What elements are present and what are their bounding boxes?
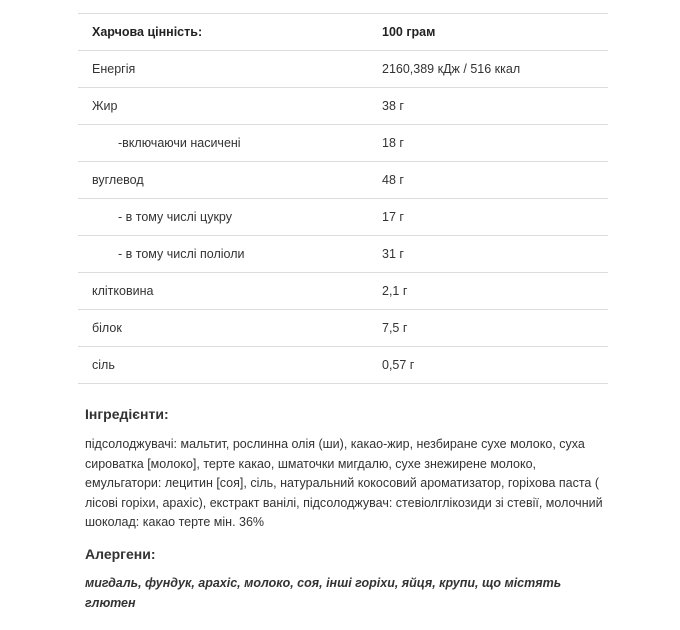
nutrition-label: білок [78,310,368,347]
nutrition-label: -включаючи насичені [78,125,368,162]
nutrition-table [78,13,608,384]
allergens-title: Алергени: [85,546,156,562]
nutrition-value: 48 г [368,162,608,199]
nutrition-label: - в тому числі поліоли [78,236,368,273]
nutrition-label: клітковина [78,273,368,310]
nutrition-row-saturated [78,125,608,162]
nutrition-value: 7,5 г [368,310,608,347]
nutrition-value: 2160,389 кДж / 516 ккал [368,51,608,88]
nutrition-row-polyols [78,236,608,273]
nutrition-value: 18 г [368,125,608,162]
allergens-text: мигдаль, фундук, арахіс, молоко, соя, інші горіхи, яйця, крупи, що містять глютен [85,576,562,610]
nutrition-value: 38 г [368,88,608,125]
nutrition-value: 31 г [368,236,608,273]
ingredients-title: Інгредієнти: [85,406,169,422]
nutrition-header-row [78,14,608,51]
nutrition-row-sugar [78,199,608,236]
nutrition-header-label: Харчова цінність: [78,14,368,51]
nutrition-row-salt [78,347,608,384]
nutrition-label: - в тому числі цукру [78,199,368,236]
nutrition-header-value: 100 грам [368,14,608,51]
ingredients-text: підсолоджувачі: мальтит, рослинна олія (ши), какао-жир, незбиране сухе молоко, суха сироватка [молоко], терте какао, шматочки мигдалю, сухе знежирене молоко, емульгатори: лецитин [соя], сіль, натуральний кокосовий ароматизатор, горіхова паста ( лісові горіхи, арахіс), екстракт ванілі, підсолоджувач: стевіолглікозиди зі стевії, молочний шоколад: какао терте мін. 36% [85,437,603,529]
nutrition-row-protein [78,310,608,347]
nutrition-value: 2,1 г [368,273,608,310]
nutrition-row-carbohydrate [78,162,608,199]
nutrition-label: Жир [78,88,368,125]
nutrition-label: Енергія [78,51,368,88]
nutrition-row-fibre [78,273,608,310]
nutrition-value: 0,57 г [368,347,608,384]
nutrition-value: 17 г [368,199,608,236]
nutrition-label: сіль [78,347,368,384]
nutrition-row-fat [78,88,608,125]
nutrition-row-energy [78,51,608,88]
nutrition-label: вуглевод [78,162,368,199]
